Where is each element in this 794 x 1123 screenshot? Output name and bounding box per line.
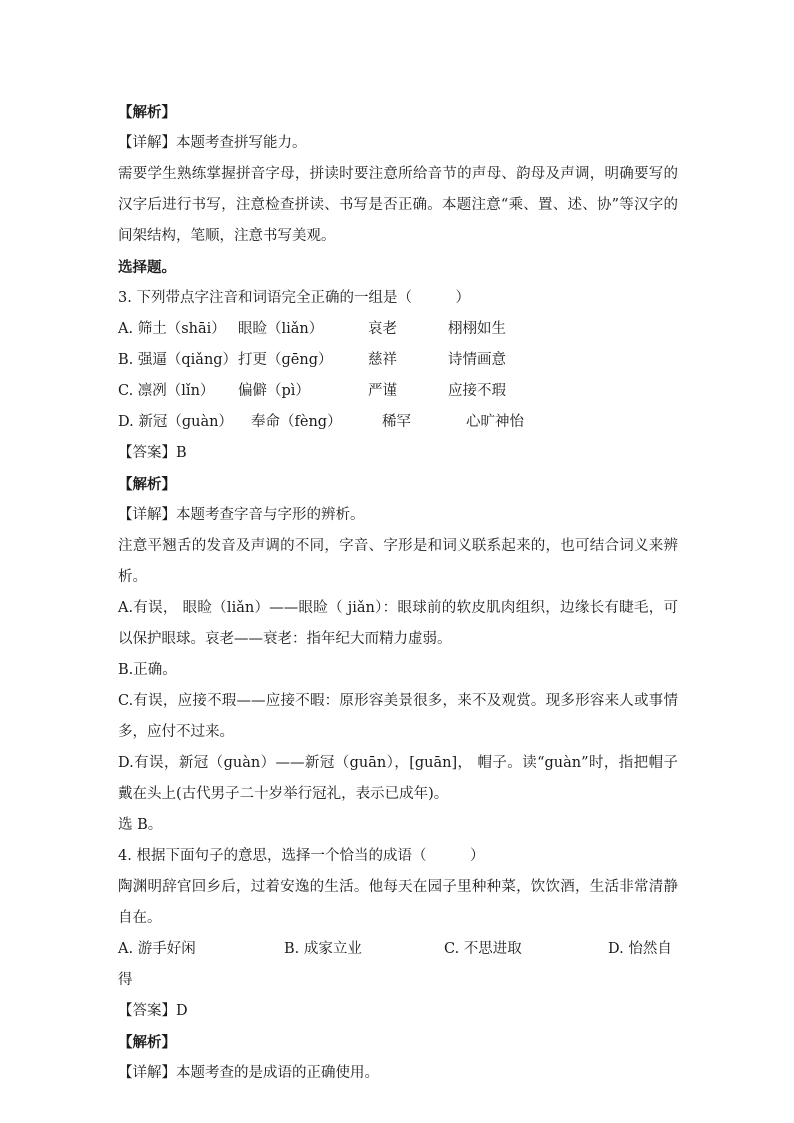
q3-c-col4: 应接不瑕	[448, 383, 506, 399]
q4-xiangjie: 【详解】本题考查的是成语的正确使用。	[118, 1065, 379, 1081]
q3-note: 注意平翘舌的发音及声调的不同，字音、字形是和词义联系起来的，也可结合词义来辨析。	[118, 538, 678, 585]
q3-option-c	[118, 376, 678, 407]
q3-c-col3: 严谨	[368, 383, 397, 399]
q3-d-analysis: D.有误，新冠（ɡuàn）——新冠（guān），[guān]， 帽子。读“guàn”时，指把帽子戴在头上(古代男子二十岁举行冠礼，表示已成年)。	[118, 755, 678, 802]
q3-a-col2: 眼睑（liǎn）	[238, 321, 324, 337]
q3-b-col1: B. 强逼（qiǎng）	[118, 352, 238, 368]
q3-option-a	[118, 314, 678, 345]
q3-b-analysis: B.正确。	[118, 662, 177, 678]
xiangjie-line: 【详解】本题考查拼写能力。	[118, 135, 307, 151]
q3-d-col1: D. 新冠（ɡuàn）	[118, 414, 233, 430]
document-page	[118, 97, 678, 1089]
q3-b-col2: 打更（ɡēng）	[238, 352, 333, 368]
q3-a-col4: 栩栩如生	[448, 321, 506, 337]
q3-a-col3: 哀老	[368, 321, 397, 337]
q4-options	[118, 934, 678, 965]
q3-d-col2: 奉命（fèng）	[251, 414, 342, 430]
q4-option-a: A. 游手好闲	[118, 941, 196, 957]
question-3-stem: 3. 下列带点字注音和词语完全正确的一组是（ ）	[118, 290, 470, 306]
jiexi-label: 【解析】	[118, 104, 176, 121]
q3-d-col4: 心旷神怡	[466, 414, 524, 430]
q3-answer: 【答案】B	[118, 445, 187, 461]
q4-sentence: 陶渊明辞官回乡后，过着安逸的生活。他每天在园子里种种菜，饮饮酒，生活非常清静自在。	[118, 879, 678, 926]
q3-b-col3: 慈祥	[368, 352, 397, 368]
q3-a-col1: A. 筛土（shāi）	[118, 321, 226, 337]
q3-xiangjie: 【详解】本题考查字音与字形的辨析。	[118, 507, 365, 523]
q3-d-col3: 稀罕	[382, 414, 411, 430]
q4-option-d-wrap: 得	[118, 972, 133, 988]
q4-jiexi-label: 【解析】	[118, 1034, 176, 1051]
q4-option-d-part: D. 怡然自	[608, 941, 672, 957]
question-4-stem: 4. 根据下面句子的意思，选择一个恰当的成语（ ）	[118, 848, 485, 864]
q4-option-b: B. 成家立业	[284, 941, 362, 957]
q3-option-b	[118, 345, 678, 376]
q3-c-col1: C. 凛冽（lǐn）	[118, 383, 215, 399]
explanation-paragraph: 需要学生熟练掌握拼音字母，拼读时要注意所给音节的声母、韵母及声调，明确要写的汉字后进行书写，注意检查拼读、书写是否正确。本题注意“乘、置、述、协”等汉字的间架结构，笔顺，注意书写美观。	[118, 166, 678, 244]
q3-b-col4: 诗情画意	[448, 352, 506, 368]
q3-c-analysis: C.有误，应接不瑕——应接不暇：原形容美景很多，来不及观赏。现多形容来人或事情多，应付不过来。	[118, 693, 678, 740]
q3-c-col2: 偏僻（pì）	[238, 383, 310, 399]
q3-option-d	[118, 407, 678, 438]
section-heading: 选择题。	[118, 259, 176, 276]
q3-a-analysis: A.有误， 眼睑（liǎn）——眼睑（ jiǎn）：眼球前的软皮肌肉组织，边缘长有睫毛，可以保护眼球。哀老——衰老：指年纪大而精力虚弱。	[118, 600, 678, 647]
q3-jiexi-label: 【解析】	[118, 476, 176, 493]
q3-choose: 选 B。	[118, 817, 163, 833]
q4-option-c: C. 不思进取	[444, 941, 522, 957]
q4-answer: 【答案】D	[118, 1003, 188, 1019]
